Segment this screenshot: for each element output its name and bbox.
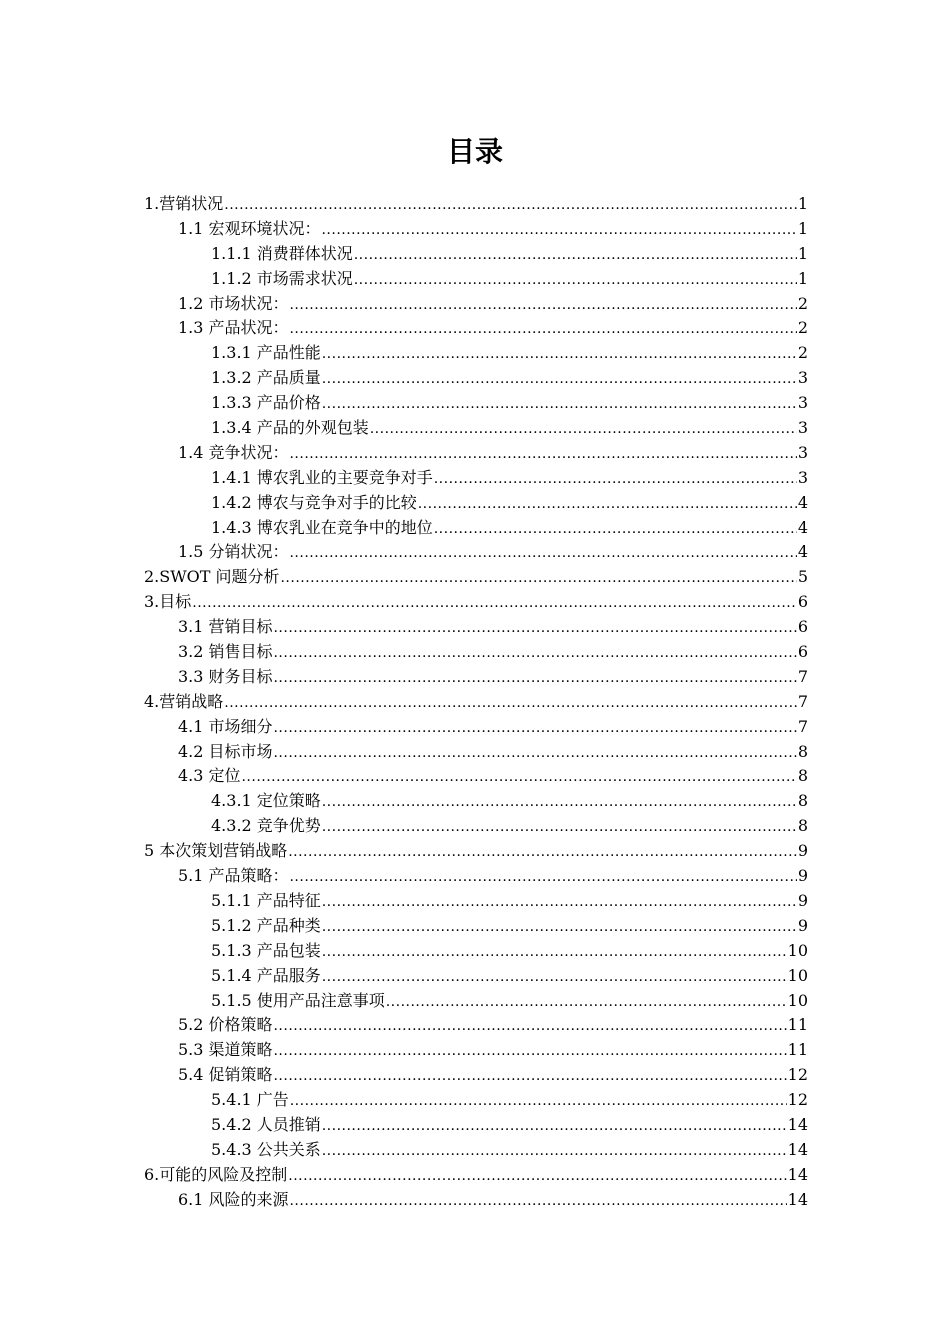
dot-leader xyxy=(273,641,796,666)
toc-entry[interactable] xyxy=(144,217,808,242)
dot-leader xyxy=(273,616,796,641)
toc-entry-title: 定位策略 xyxy=(256,791,321,811)
dot-leader xyxy=(434,467,797,492)
toc-entry-page-number: 3 xyxy=(797,442,808,462)
toc-entry-number: 2.SWOT xyxy=(144,567,211,587)
toc-entry-page-number: 2 xyxy=(797,343,808,363)
toc-entry-title: 财务目标 xyxy=(208,666,273,686)
toc-entry-title: 市场细分 xyxy=(208,716,273,736)
toc-entry-title: 价格策略 xyxy=(208,1015,273,1035)
toc-entry[interactable] xyxy=(144,989,808,1014)
toc-entry[interactable] xyxy=(144,914,808,939)
toc-entry[interactable] xyxy=(144,466,808,491)
toc-entry-title: 产品服务 xyxy=(256,965,321,985)
dot-leader xyxy=(354,268,797,293)
toc-entry-page-number: 6 xyxy=(797,617,808,637)
toc-entry[interactable] xyxy=(144,267,808,292)
toc-entry-number: 1.2 xyxy=(178,293,204,313)
dot-leader xyxy=(321,218,796,243)
toc-entry-title: 分销状况： xyxy=(208,542,289,562)
toc-entry-page-number: 12 xyxy=(787,1065,808,1085)
toc-entry-number: 1.3 xyxy=(178,318,204,338)
dot-leader xyxy=(322,815,797,840)
toc-entry-number: 1.3.1 xyxy=(211,343,252,363)
toc-entry-number: 3.3 xyxy=(178,666,204,686)
dot-leader xyxy=(224,193,797,218)
toc-entry[interactable] xyxy=(144,1088,808,1113)
dot-leader xyxy=(241,765,796,790)
toc-entry[interactable] xyxy=(144,814,808,839)
toc-entry[interactable] xyxy=(144,764,808,789)
dot-leader xyxy=(273,666,796,691)
toc-entry-title: 产品包装 xyxy=(256,940,321,960)
toc-entry-number: 5.1.1 xyxy=(211,890,252,910)
dot-leader xyxy=(288,1164,786,1189)
toc-entry-number: 4.3.1 xyxy=(211,791,252,811)
toc-entry[interactable] xyxy=(144,690,808,715)
toc-entry-title: 营销目标 xyxy=(208,617,273,637)
toc-entry-page-number: 10 xyxy=(787,965,808,985)
toc-entry[interactable] xyxy=(144,316,808,341)
dot-leader xyxy=(273,1014,786,1039)
toc-entry-page-number: 4 xyxy=(797,542,808,562)
toc-entry[interactable] xyxy=(144,341,808,366)
dot-leader xyxy=(354,243,797,268)
dot-leader xyxy=(386,990,787,1015)
toc-entry[interactable] xyxy=(144,939,808,964)
toc-entry[interactable] xyxy=(144,789,808,814)
toc-entry-title: 可能的风险及控制 xyxy=(159,1164,288,1184)
dot-leader xyxy=(322,342,797,367)
toc-entry[interactable] xyxy=(144,740,808,765)
toc-entry-page-number: 3 xyxy=(797,418,808,438)
toc-entry[interactable] xyxy=(144,1188,808,1213)
toc-entry-number: 4.3.2 xyxy=(211,816,252,836)
toc-entry-title: 竞争状况： xyxy=(208,442,289,462)
toc-entry[interactable] xyxy=(144,516,808,541)
toc-entry-page-number: 14 xyxy=(787,1164,808,1184)
toc-entry-title: 博农乳业的主要竞争对手 xyxy=(256,467,433,487)
toc-entry-title: 产品特征 xyxy=(256,890,321,910)
toc-entry[interactable] xyxy=(144,889,808,914)
toc-entry-number: 6. xyxy=(144,1164,160,1184)
toc-entry-page-number: 6 xyxy=(797,642,808,662)
dot-leader xyxy=(273,741,796,766)
toc-entry[interactable] xyxy=(144,540,808,565)
toc-entry[interactable] xyxy=(144,640,808,665)
toc-entry-page-number: 1 xyxy=(797,194,808,213)
dot-leader xyxy=(322,1114,787,1139)
toc-entry-title: 营销战略 xyxy=(159,691,224,711)
toc-entry-title: 风险的来源 xyxy=(208,1189,289,1209)
table-of-contents xyxy=(144,192,808,1213)
toc-entry-page-number: 14 xyxy=(787,1139,808,1159)
toc-entry-number: 1.4.1 xyxy=(211,467,252,487)
toc-entry-page-number: 7 xyxy=(797,716,808,736)
toc-entry-page-number: 2 xyxy=(797,293,808,313)
toc-entry-page-number: 12 xyxy=(787,1090,808,1110)
toc-entry-number: 1.3.3 xyxy=(211,393,252,413)
toc-entry-number: 4.3 xyxy=(178,766,204,786)
dot-leader xyxy=(273,716,796,741)
dot-leader xyxy=(322,1139,787,1164)
toc-entry-number: 5 xyxy=(144,841,155,861)
toc-entry-number: 6.1 xyxy=(178,1189,204,1209)
toc-entry-title: 公共关系 xyxy=(256,1139,321,1159)
toc-entry[interactable] xyxy=(144,1038,808,1063)
page-title: 目录 xyxy=(446,135,503,168)
toc-entry-title: 促销策略 xyxy=(208,1065,273,1085)
dot-leader xyxy=(322,392,797,417)
toc-entry-title: 宏观环境状况： xyxy=(208,218,321,238)
dot-leader xyxy=(418,492,797,517)
toc-entry-title: 本次策划营销战略 xyxy=(159,841,288,861)
dot-leader xyxy=(289,541,796,566)
dot-leader xyxy=(224,691,797,716)
toc-entry-page-number: 4 xyxy=(797,492,808,512)
toc-entry-number: 3. xyxy=(144,592,160,612)
toc-entry[interactable] xyxy=(144,1063,808,1088)
toc-entry[interactable] xyxy=(144,366,808,391)
toc-entry-number: 5.2 xyxy=(178,1015,204,1035)
toc-entry-page-number: 10 xyxy=(787,940,808,960)
toc-entry[interactable] xyxy=(144,292,808,317)
toc-entry-page-number: 8 xyxy=(797,766,808,786)
toc-entry[interactable] xyxy=(144,242,808,267)
toc-entry-number: 5.1 xyxy=(178,866,204,886)
toc-entry-page-number: 1 xyxy=(797,218,808,238)
dot-leader xyxy=(280,566,796,591)
toc-entry-number: 4. xyxy=(144,691,160,711)
toc-entry-title: 产品价格 xyxy=(256,393,321,413)
dot-leader xyxy=(370,417,797,442)
toc-entry-title: 产品的外观包装 xyxy=(256,418,369,438)
toc-entry[interactable] xyxy=(144,1138,808,1163)
toc-entry-title: 营销状况 xyxy=(159,194,224,213)
dot-leader xyxy=(289,1189,786,1214)
toc-entry-number: 5.4.3 xyxy=(211,1139,252,1159)
toc-entry-title: 产品质量 xyxy=(256,368,321,388)
dot-leader xyxy=(322,890,797,915)
toc-entry-number: 1.4 xyxy=(178,442,204,462)
toc-entry-page-number: 9 xyxy=(797,890,808,910)
dot-leader xyxy=(322,940,787,965)
toc-entry[interactable] xyxy=(144,1013,808,1038)
dot-leader xyxy=(322,915,797,940)
toc-entry-number: 5.1.3 xyxy=(211,940,252,960)
toc-entry-number: 1.4.3 xyxy=(211,517,252,537)
toc-entry-number: 1.3.4 xyxy=(211,418,252,438)
dot-leader xyxy=(289,293,796,318)
toc-entry-number: 5.1.4 xyxy=(211,965,252,985)
toc-entry-title: 广告 xyxy=(256,1090,289,1110)
toc-entry[interactable] xyxy=(144,665,808,690)
dot-leader xyxy=(289,442,796,467)
toc-entry-page-number: 4 xyxy=(797,517,808,537)
toc-entry[interactable] xyxy=(144,441,808,466)
toc-entry-page-number: 3 xyxy=(797,368,808,388)
toc-entry[interactable] xyxy=(144,864,808,889)
toc-entry-title: 产品策略： xyxy=(208,866,289,886)
toc-entry[interactable] xyxy=(144,565,808,590)
toc-entry[interactable] xyxy=(144,964,808,989)
toc-entry[interactable] xyxy=(144,615,808,640)
dot-leader xyxy=(273,1039,786,1064)
toc-entry-number: 1.3.2 xyxy=(211,368,252,388)
toc-entry-page-number: 2 xyxy=(797,318,808,338)
toc-entry-title: 产品性能 xyxy=(256,343,321,363)
toc-entry-title: 目标 xyxy=(159,592,192,612)
toc-entry-page-number: 1 xyxy=(797,243,808,263)
toc-entry-page-number: 8 xyxy=(797,791,808,811)
dot-leader xyxy=(434,517,797,542)
toc-entry-page-number: 8 xyxy=(797,816,808,836)
toc-entry-title: 产品状况： xyxy=(208,318,289,338)
toc-entry-page-number: 5 xyxy=(797,567,808,587)
toc-entry[interactable] xyxy=(144,192,808,217)
toc-entry-title: 博农与竞争对手的比较 xyxy=(256,492,417,512)
dot-leader xyxy=(322,367,797,392)
toc-entry-page-number: 11 xyxy=(787,1015,808,1035)
toc-entry-title: 竞争优势 xyxy=(256,816,321,836)
dot-leader xyxy=(289,865,796,890)
toc-entry-number: 5.4.1 xyxy=(211,1090,252,1110)
toc-entry-page-number: 3 xyxy=(797,467,808,487)
toc-entry-number: 4.2 xyxy=(178,741,204,761)
dot-leader xyxy=(322,790,797,815)
toc-entry-number: 1.5 xyxy=(178,542,204,562)
dot-leader xyxy=(288,840,797,865)
toc-entry-title: 定位 xyxy=(208,766,241,786)
toc-entry-page-number: 6 xyxy=(797,592,808,612)
toc-entry-number: 5.4.2 xyxy=(211,1114,252,1134)
dot-leader xyxy=(290,1089,787,1114)
toc-entry-page-number: 9 xyxy=(797,915,808,935)
toc-entry-title: 销售目标 xyxy=(208,642,273,662)
toc-entry-number: 4.1 xyxy=(178,716,204,736)
toc-entry-number: 1.1.1 xyxy=(211,243,252,263)
toc-entry-page-number: 10 xyxy=(787,990,808,1010)
toc-entry-number: 5.3 xyxy=(178,1040,204,1060)
toc-entry-title: 人员推销 xyxy=(256,1114,321,1134)
toc-entry-page-number: 9 xyxy=(797,866,808,886)
toc-entry-title: 问题分析 xyxy=(215,567,280,587)
dot-leader xyxy=(192,591,797,616)
dot-leader xyxy=(322,965,787,990)
toc-entry[interactable] xyxy=(144,1163,808,1188)
toc-entry-title: 渠道策略 xyxy=(208,1040,273,1060)
toc-entry-page-number: 1 xyxy=(797,268,808,288)
toc-entry[interactable] xyxy=(144,839,808,864)
toc-entry-title: 目标市场 xyxy=(208,741,273,761)
toc-entry-page-number: 11 xyxy=(787,1040,808,1060)
toc-entry-title: 市场状况： xyxy=(208,293,289,313)
toc-entry[interactable] xyxy=(144,590,808,615)
toc-entry-page-number: 7 xyxy=(797,666,808,686)
toc-entry-number: 1.1 xyxy=(178,218,204,238)
dot-leader xyxy=(289,317,796,342)
toc-entry[interactable] xyxy=(144,715,808,740)
toc-entry-number: 5.1.2 xyxy=(211,915,252,935)
toc-entry-title: 产品种类 xyxy=(256,915,321,935)
toc-entry-title: 使用产品注意事项 xyxy=(256,990,385,1010)
toc-entry-title: 市场需求状况 xyxy=(256,268,353,288)
toc-entry-title: 消费群体状况 xyxy=(256,243,353,263)
toc-entry-page-number: 14 xyxy=(787,1189,808,1209)
toc-entry-page-number: 14 xyxy=(787,1114,808,1134)
toc-entry-number: 1.4.2 xyxy=(211,492,252,512)
toc-entry-number: 1. xyxy=(144,194,160,213)
toc-entry-title: 博农乳业在竞争中的地位 xyxy=(256,517,433,537)
dot-leader xyxy=(273,1064,786,1089)
toc-entry-page-number: 9 xyxy=(797,841,808,861)
toc-entry-number: 5.1.5 xyxy=(211,990,252,1010)
toc-entry-number: 1.1.2 xyxy=(211,268,252,288)
toc-entry[interactable] xyxy=(144,1113,808,1138)
toc-entry[interactable] xyxy=(144,391,808,416)
toc-entry-page-number: 8 xyxy=(797,741,808,761)
toc-entry[interactable] xyxy=(144,491,808,516)
toc-entry-number: 3.1 xyxy=(178,617,204,637)
toc-entry-page-number: 3 xyxy=(797,393,808,413)
toc-entry-number: 3.2 xyxy=(178,642,204,662)
toc-entry-number: 5.4 xyxy=(178,1065,204,1085)
toc-entry-page-number: 7 xyxy=(797,691,808,711)
toc-entry[interactable] xyxy=(144,416,808,441)
